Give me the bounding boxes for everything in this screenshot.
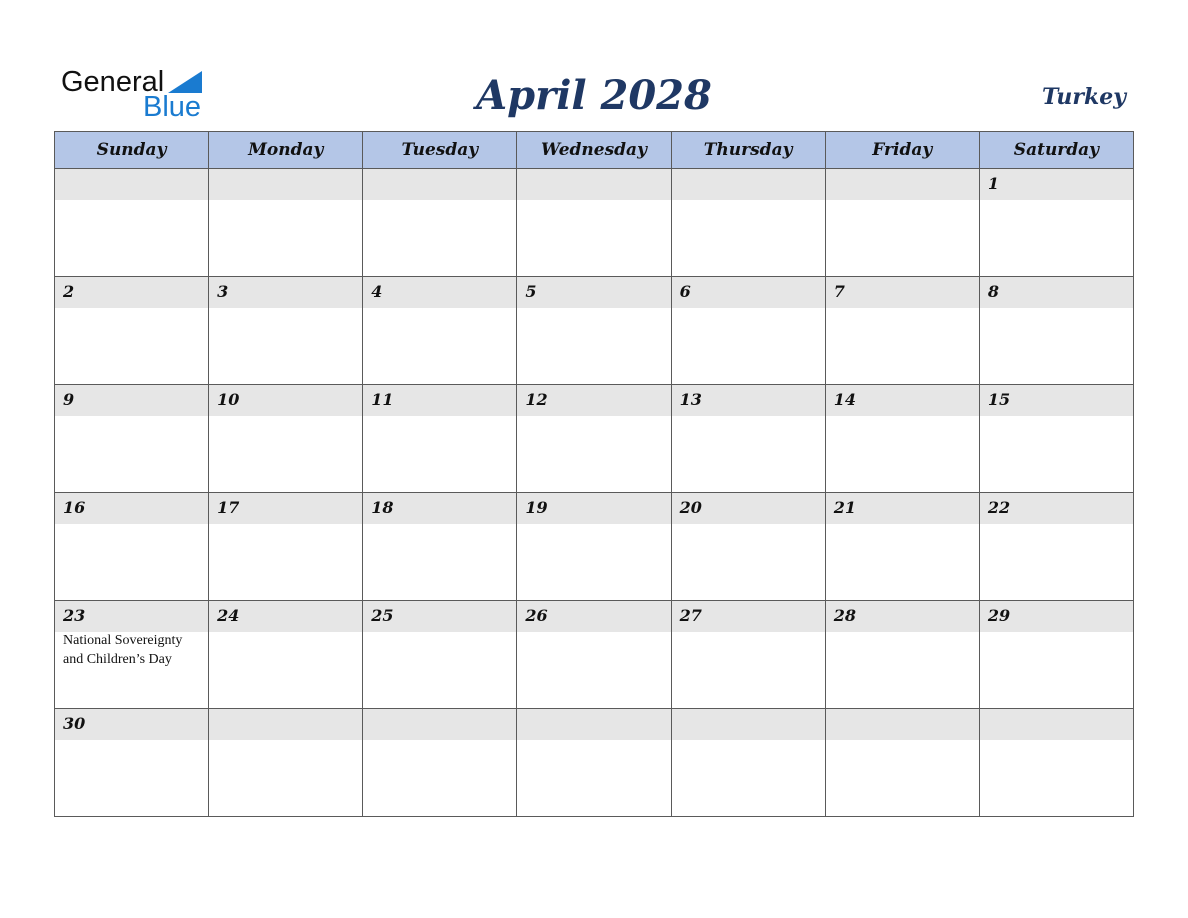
day-number-bar bbox=[55, 709, 208, 740]
day-cell bbox=[55, 493, 209, 601]
day-cell bbox=[55, 601, 209, 709]
day-cell-content bbox=[980, 493, 1133, 600]
day-cell-content bbox=[980, 601, 1133, 708]
day-cell-content bbox=[363, 385, 516, 492]
day-cell bbox=[209, 385, 363, 493]
day-number: 30 bbox=[63, 714, 86, 733]
week-row bbox=[55, 385, 1134, 493]
day-number-bar bbox=[980, 493, 1133, 524]
week-row bbox=[55, 601, 1134, 709]
day-cell-content bbox=[980, 385, 1133, 492]
day-number-bar bbox=[55, 169, 208, 200]
day-cell-content bbox=[209, 709, 362, 816]
calendar-weeks bbox=[55, 169, 1134, 817]
day-cell bbox=[671, 709, 825, 817]
day-cell bbox=[363, 493, 517, 601]
day-number-bar bbox=[980, 601, 1133, 632]
day-number-bar bbox=[363, 601, 516, 632]
day-number-bar bbox=[55, 601, 208, 632]
day-number-bar bbox=[209, 385, 362, 416]
day-cell bbox=[825, 709, 979, 817]
day-cell-content bbox=[209, 493, 362, 600]
day-number-bar bbox=[980, 385, 1133, 416]
day-number: 28 bbox=[833, 606, 856, 625]
day-number-bar bbox=[517, 601, 670, 632]
day-cell-content bbox=[55, 601, 208, 708]
day-number: 7 bbox=[833, 282, 845, 301]
day-number-bar bbox=[363, 709, 516, 740]
day-number: 2 bbox=[63, 282, 75, 301]
day-number: 21 bbox=[833, 498, 856, 517]
day-number-bar bbox=[826, 169, 979, 200]
day-cell-content bbox=[672, 601, 825, 708]
day-cell-content bbox=[826, 385, 979, 492]
day-cell bbox=[979, 169, 1133, 277]
day-number: 15 bbox=[987, 390, 1011, 409]
day-cell-content bbox=[517, 493, 670, 600]
day-cell bbox=[517, 385, 671, 493]
day-cell bbox=[979, 385, 1133, 493]
month-calendar bbox=[54, 131, 1134, 817]
country-label: Turkey bbox=[1042, 84, 1126, 110]
day-cell-content bbox=[826, 277, 979, 384]
logo-triangle-icon bbox=[168, 71, 202, 93]
day-cell bbox=[55, 169, 209, 277]
day-number-bar bbox=[980, 709, 1133, 740]
day-number-bar bbox=[672, 169, 825, 200]
weekday-header-friday: Friday bbox=[825, 132, 979, 169]
day-cell bbox=[363, 277, 517, 385]
day-number: 8 bbox=[987, 282, 999, 301]
day-cell bbox=[671, 169, 825, 277]
day-number: 5 bbox=[525, 282, 537, 301]
day-cell-content bbox=[826, 493, 979, 600]
weekday-header-sunday: Sunday bbox=[55, 132, 209, 169]
day-number-bar bbox=[209, 493, 362, 524]
day-number: 13 bbox=[679, 390, 702, 409]
day-number: 3 bbox=[217, 282, 229, 301]
day-number: 29 bbox=[987, 606, 1011, 625]
weekday-header-row bbox=[55, 132, 1134, 169]
day-number-bar bbox=[826, 493, 979, 524]
day-number: 11 bbox=[371, 390, 394, 409]
day-cell-content bbox=[672, 709, 825, 816]
day-cell bbox=[363, 601, 517, 709]
day-number: 16 bbox=[63, 498, 86, 517]
day-cell-content bbox=[826, 709, 979, 816]
day-cell bbox=[363, 385, 517, 493]
day-cell-content bbox=[517, 169, 670, 276]
day-number: 25 bbox=[371, 606, 394, 625]
weekday-header-monday: Monday bbox=[209, 132, 363, 169]
week-row bbox=[55, 493, 1134, 601]
weekday-header-saturday: Saturday bbox=[979, 132, 1133, 169]
day-cell bbox=[363, 169, 517, 277]
day-cell bbox=[55, 709, 209, 817]
day-cell bbox=[209, 169, 363, 277]
day-cell-content bbox=[517, 385, 670, 492]
calendar-title: April 2028 bbox=[476, 72, 712, 119]
day-cell bbox=[671, 601, 825, 709]
day-number-bar bbox=[826, 277, 979, 308]
day-number-bar bbox=[55, 385, 208, 416]
day-cell bbox=[517, 709, 671, 817]
day-cell-content bbox=[363, 277, 516, 384]
day-cell-content bbox=[826, 169, 979, 276]
day-number-bar bbox=[517, 385, 670, 416]
day-number: 17 bbox=[217, 498, 240, 517]
day-cell bbox=[671, 385, 825, 493]
day-cell-content bbox=[517, 277, 670, 384]
day-number-bar bbox=[826, 385, 979, 416]
day-cell bbox=[55, 385, 209, 493]
weekday-header-tuesday: Tuesday bbox=[363, 132, 517, 169]
day-cell bbox=[517, 169, 671, 277]
day-number-bar bbox=[672, 601, 825, 632]
day-number-bar bbox=[672, 493, 825, 524]
day-number-bar bbox=[55, 277, 208, 308]
day-cell-content bbox=[980, 277, 1133, 384]
day-cell bbox=[209, 493, 363, 601]
day-number: 14 bbox=[833, 390, 856, 409]
day-cell bbox=[517, 493, 671, 601]
day-number-bar bbox=[517, 709, 670, 740]
day-number-bar bbox=[363, 493, 516, 524]
day-cell bbox=[979, 277, 1133, 385]
day-number-bar bbox=[826, 709, 979, 740]
day-cell bbox=[671, 493, 825, 601]
day-number: 22 bbox=[987, 498, 1011, 517]
day-cell bbox=[825, 493, 979, 601]
day-number-bar bbox=[209, 709, 362, 740]
weekday-header-thursday: Thursday bbox=[671, 132, 825, 169]
day-cell bbox=[517, 277, 671, 385]
day-number: 9 bbox=[63, 390, 75, 409]
week-row bbox=[55, 277, 1134, 385]
day-cell bbox=[55, 277, 209, 385]
day-cell-content bbox=[517, 601, 670, 708]
day-cell bbox=[209, 601, 363, 709]
day-cell-content bbox=[672, 385, 825, 492]
day-cell bbox=[517, 601, 671, 709]
day-cell bbox=[825, 601, 979, 709]
day-cell bbox=[979, 709, 1133, 817]
day-cell-content bbox=[826, 601, 979, 708]
day-number-bar bbox=[363, 169, 516, 200]
day-number-bar bbox=[363, 277, 516, 308]
day-cell-content bbox=[55, 709, 208, 816]
day-cell bbox=[979, 493, 1133, 601]
day-cell-content bbox=[672, 277, 825, 384]
day-cell-content bbox=[980, 169, 1133, 276]
week-row bbox=[55, 709, 1134, 817]
day-cell bbox=[825, 169, 979, 277]
day-cell bbox=[979, 601, 1133, 709]
day-number: 26 bbox=[525, 606, 548, 625]
day-cell-content bbox=[55, 493, 208, 600]
day-cell-content bbox=[672, 493, 825, 600]
day-cell-content bbox=[55, 385, 208, 492]
day-cell-content bbox=[55, 277, 208, 384]
day-number: 27 bbox=[679, 606, 702, 625]
day-number-bar bbox=[980, 169, 1133, 200]
week-row bbox=[55, 169, 1134, 277]
day-number: 19 bbox=[525, 498, 548, 517]
logo-general-text: General bbox=[61, 66, 165, 98]
day-number: 20 bbox=[679, 498, 702, 517]
logo-blue-text: Blue bbox=[143, 91, 202, 123]
day-number: 23 bbox=[63, 606, 86, 625]
day-number-bar bbox=[980, 277, 1133, 308]
day-number: 10 bbox=[217, 390, 240, 409]
day-number: 6 bbox=[679, 282, 691, 301]
day-number: 18 bbox=[371, 498, 394, 517]
day-number: 4 bbox=[371, 282, 383, 301]
day-cell-content bbox=[363, 493, 516, 600]
day-cell-content bbox=[209, 169, 362, 276]
day-cell bbox=[209, 277, 363, 385]
day-number-bar bbox=[672, 277, 825, 308]
day-cell bbox=[825, 385, 979, 493]
day-cell bbox=[363, 709, 517, 817]
day-cell-content bbox=[209, 277, 362, 384]
day-number-bar bbox=[517, 169, 670, 200]
day-cell-content bbox=[363, 601, 516, 708]
day-number: 1 bbox=[987, 174, 999, 193]
day-cell bbox=[209, 709, 363, 817]
day-number-bar bbox=[363, 385, 516, 416]
day-number-bar bbox=[517, 493, 670, 524]
day-number-bar bbox=[209, 277, 362, 308]
day-cell bbox=[671, 277, 825, 385]
day-number-bar bbox=[672, 385, 825, 416]
day-number-bar bbox=[209, 169, 362, 200]
weekday-header-wednesday: Wednesday bbox=[517, 132, 671, 169]
day-cell-content bbox=[672, 169, 825, 276]
day-number-bar bbox=[55, 493, 208, 524]
day-number-bar bbox=[209, 601, 362, 632]
day-cell bbox=[825, 277, 979, 385]
day-number: 12 bbox=[525, 390, 548, 409]
day-number-bar bbox=[826, 601, 979, 632]
generalblue-logo bbox=[61, 66, 211, 122]
holiday-label: National Sovereignty and Children’s Day bbox=[63, 633, 183, 667]
day-number-bar bbox=[517, 277, 670, 308]
day-cell-content bbox=[363, 169, 516, 276]
day-number-bar bbox=[672, 709, 825, 740]
day-cell-content bbox=[363, 709, 516, 816]
day-cell-content bbox=[517, 709, 670, 816]
day-cell-content bbox=[209, 385, 362, 492]
day-number: 24 bbox=[217, 606, 240, 625]
day-cell-content bbox=[980, 709, 1133, 816]
day-cell-content bbox=[209, 601, 362, 708]
day-cell-content bbox=[55, 169, 208, 276]
